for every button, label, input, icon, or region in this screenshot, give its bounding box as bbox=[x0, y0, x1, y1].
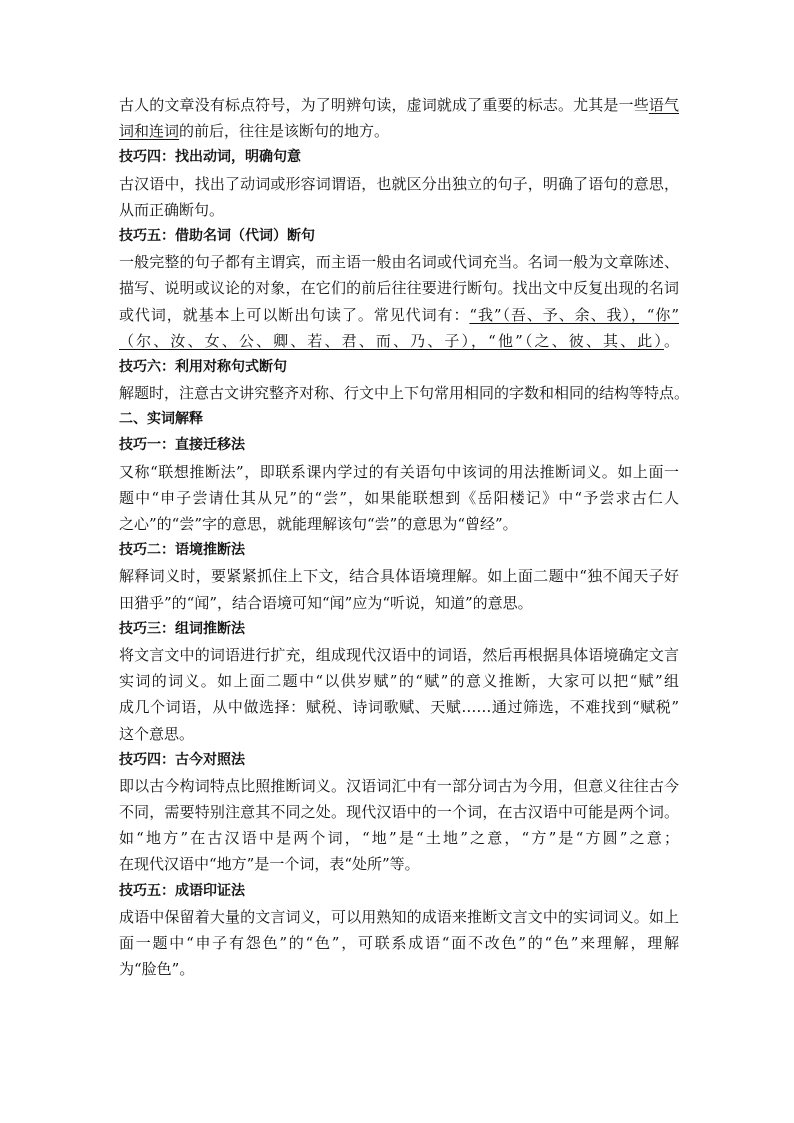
text-segment: 题中“申子尝请仕其从兄”的“尝”，如果能联想到《岳阳楼记》中“予尝求古仁人 bbox=[119, 488, 679, 507]
text-segment: 从而正确断句。 bbox=[119, 200, 225, 219]
text-line bbox=[119, 590, 679, 616]
text-segment: 面一题中“申子有怨色”的“色”，可联系成语“面不改色”的“色”来理解，理解 bbox=[119, 934, 679, 952]
section-heading bbox=[119, 223, 679, 249]
text-line bbox=[119, 904, 679, 930]
text-line bbox=[119, 328, 679, 354]
text-line bbox=[119, 851, 679, 877]
text-line bbox=[119, 249, 679, 275]
text-segment: 古人的文章没有标点符号，为了明辨句读，虚词就成了重要的标志。尤其是一些 bbox=[119, 96, 649, 114]
section-heading bbox=[119, 432, 679, 458]
section-heading bbox=[119, 406, 679, 432]
text-line bbox=[119, 773, 679, 799]
text-segment: 解释词义时，要紧紧抓住上下文，结合具体语境理解。如上面二题中“独不闻天子好 bbox=[119, 567, 679, 586]
text-segment: 技巧四：找出动词，明确句意 bbox=[119, 149, 301, 166]
text-line bbox=[119, 275, 679, 301]
text-line bbox=[119, 171, 679, 197]
text-segment: 技巧五：成语印证法 bbox=[119, 882, 245, 899]
text-line bbox=[119, 563, 679, 589]
text-segment: 为“脸色”。 bbox=[119, 960, 195, 979]
underlined-text: “我”（吾、予、余、我），“你” bbox=[469, 305, 679, 324]
text-line bbox=[119, 380, 690, 406]
text-line bbox=[119, 721, 679, 747]
text-segment: 又称“联想推断法”，即联系课内学过的有关语句中该词的用法推断词义。如上面一 bbox=[119, 462, 679, 481]
text-segment: 田猎乎”的“闻”，结合语境可知“闻”应为“听说，知道”的意思。 bbox=[119, 593, 533, 612]
text-segment: 描写、说明或议论的对象，在它们的前后往往要进行断句。找出文中反复出现的名词 bbox=[119, 279, 679, 298]
text-line bbox=[119, 118, 679, 144]
text-segment: 的前后，往往是该断句的地方。 bbox=[179, 122, 390, 141]
section-heading bbox=[119, 616, 679, 642]
underlined-text: 语气 bbox=[648, 96, 679, 114]
text-segment: 成语中保留着大量的文言词义，可以用熟知的成语来推断文言文中的实词词义。如上 bbox=[119, 907, 679, 926]
text-segment: 技巧六：利用对称句式断句 bbox=[119, 358, 287, 375]
text-line bbox=[119, 197, 679, 223]
text-segment: 技巧四：古今对照法 bbox=[119, 751, 245, 768]
text-segment: 即以古今构词特点比照推断词义。汉语词汇中有一部分词古为今用，但意义往往古今 bbox=[119, 776, 679, 795]
text-segment: 解题时，注意古文讲究整齐对称、行文中上下句常用相同的字数和相同的结构等特点。 bbox=[119, 384, 690, 403]
text-line bbox=[119, 694, 679, 720]
text-line bbox=[119, 799, 679, 825]
document-body bbox=[119, 92, 690, 982]
text-segment: 如“地方”在古汉语中是两个词，“地”是“土地”之意，“方”是“方圆”之意； bbox=[119, 829, 679, 848]
text-line bbox=[119, 92, 679, 118]
text-segment: 一般完整的句子都有主谓宾，而主语一般由名词或代词充当。名词一般为文章陈述、 bbox=[119, 253, 679, 272]
section-heading bbox=[119, 747, 679, 773]
text-segment: 或代词，就基本上可以断出句读了。常见代词有： bbox=[119, 305, 470, 324]
text-segment: 之心”的“尝”字的意思，就能理解该句“尝”的意思为“曾经”。 bbox=[119, 515, 518, 533]
underlined-text: （尔、汝、女、公、卿、若、君、而、乃、子），“他”（之、彼、其、此） bbox=[119, 331, 664, 350]
section-heading bbox=[119, 878, 679, 904]
text-line bbox=[119, 642, 679, 668]
section-heading bbox=[119, 354, 679, 380]
text-segment: 技巧一：直接迁移法 bbox=[119, 437, 245, 454]
underlined-text: 词和连词 bbox=[119, 122, 180, 141]
text-line bbox=[119, 825, 679, 851]
text-segment: 。 bbox=[663, 331, 679, 350]
text-segment: 实词的词义。如上面二题中“以供岁赋”的“赋”的意义推断，大家可以把“赋”组 bbox=[119, 672, 679, 691]
text-segment: 古汉语中，找出了动词或形容词谓语，也就区分出独立的句子，明确了语句的意思， bbox=[119, 174, 679, 193]
text-line bbox=[119, 956, 679, 982]
text-line bbox=[119, 302, 679, 328]
text-line bbox=[119, 930, 679, 956]
text-line bbox=[119, 511, 679, 537]
text-segment: 技巧三：组词推断法 bbox=[119, 620, 245, 637]
text-segment: 在现代汉语中“地方”是一个词，表“处所”等。 bbox=[119, 855, 420, 874]
text-segment: 技巧二：语境推断法 bbox=[119, 542, 245, 559]
section-heading bbox=[119, 537, 679, 563]
text-segment: 二、实词解释 bbox=[119, 411, 203, 428]
text-segment: 技巧五：借助名词（代词）断句 bbox=[119, 227, 315, 244]
text-line bbox=[119, 485, 679, 511]
text-segment: 这个意思。 bbox=[119, 724, 195, 743]
text-segment: 将文言文中的词语进行扩充，组成现代汉语中的词语，然后再根据具体语境确定文言 bbox=[119, 645, 679, 664]
text-line bbox=[119, 668, 679, 694]
text-segment: 成几个词语，从中做选择：赋税、诗词歌赋、天赋……通过筛选，不难找到“赋税” bbox=[119, 698, 679, 717]
section-heading bbox=[119, 144, 679, 170]
text-segment: 不同，需要特别注意其不同之处。现代汉语中的一个词，在古汉语中可能是两个词。 bbox=[119, 803, 679, 822]
text-line bbox=[119, 459, 679, 485]
